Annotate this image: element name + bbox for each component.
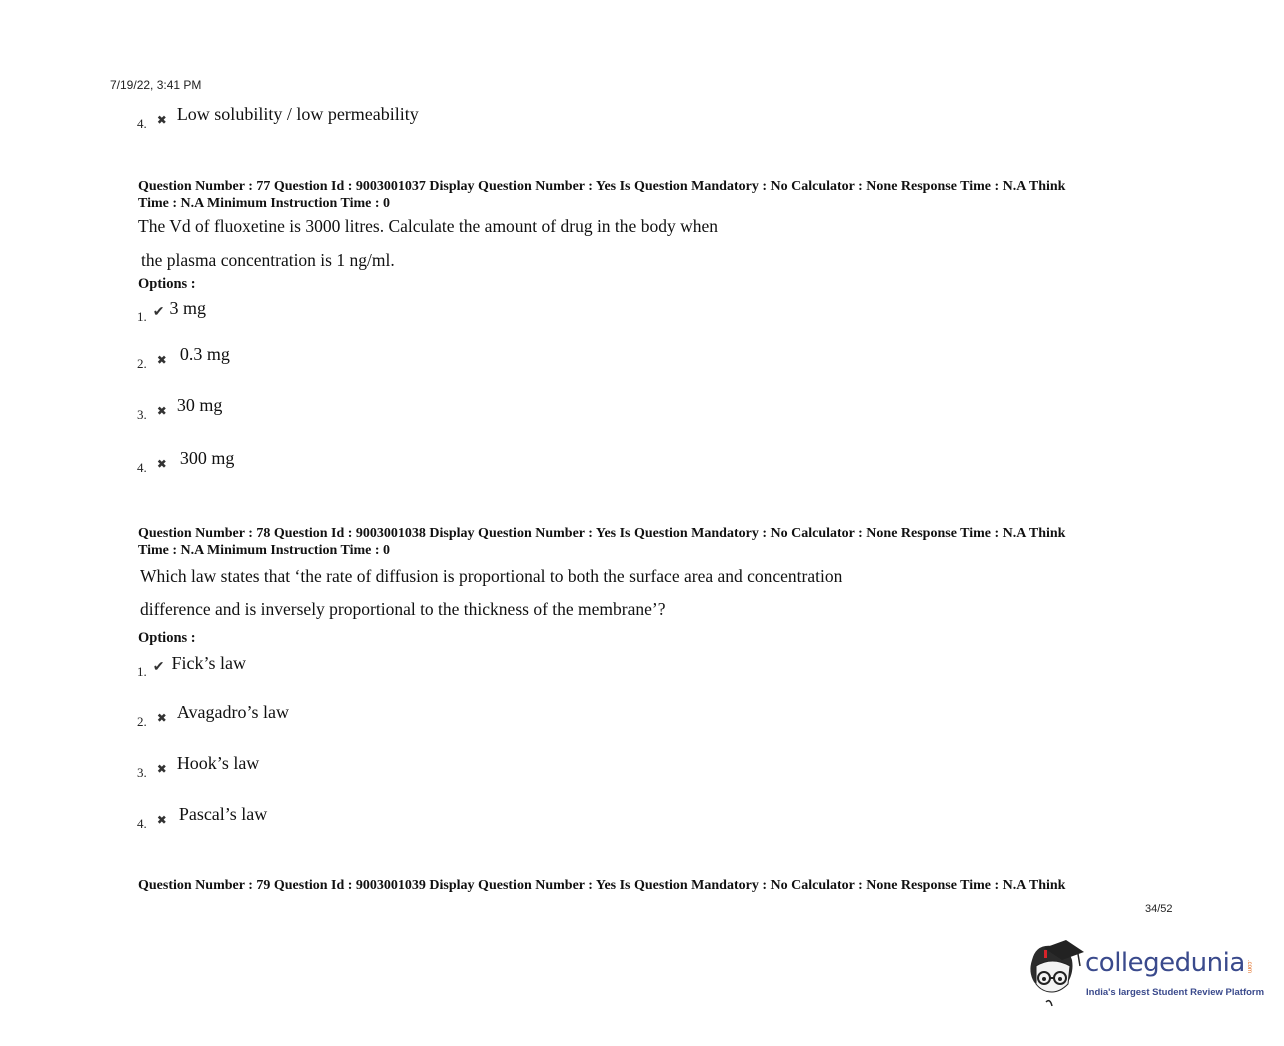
option-number: 1. bbox=[137, 309, 147, 324]
option-row bbox=[137, 395, 223, 422]
wrong-icon: ✖ bbox=[156, 113, 167, 127]
wrong-icon: ✖ bbox=[156, 404, 167, 418]
question-meta-line2: Time : N.A Minimum Instruction Time : 0 bbox=[138, 196, 391, 211]
wrong-icon: ✖ bbox=[156, 813, 167, 827]
logo-brand-text: collegedunia bbox=[1085, 948, 1245, 978]
option-text: 0.3 mg bbox=[179, 344, 230, 364]
option-text: 3 mg bbox=[169, 298, 206, 318]
check-icon: ✔ bbox=[152, 305, 165, 320]
print-timestamp: 7/19/22, 3:41 PM bbox=[110, 78, 202, 92]
options-label: Options : bbox=[138, 276, 196, 292]
option-number: 2. bbox=[137, 714, 147, 729]
question-meta-line1: Question Number : 77 Question Id : 9003001037 Display Question Number : Yes Is Question Mandatory : No Calculator : None Response Time : N.A Think bbox=[138, 179, 1066, 194]
question-text-line1: Which law states that ‘the rate of diffusion is proportional to both the surface area and concentration bbox=[140, 566, 843, 586]
wrong-icon: ✖ bbox=[156, 353, 167, 367]
option-row bbox=[137, 804, 268, 831]
question-meta-line1: Question Number : 78 Question Id : 9003001038 Display Question Number : Yes Is Question Mandatory : No Calculator : None Response Time : N.A Think bbox=[138, 526, 1066, 541]
option-text: Fick’s law bbox=[171, 653, 246, 673]
mascot-icon bbox=[1022, 938, 1084, 1008]
question-text-line1: The Vd of fluoxetine is 3000 litres. Calculate the amount of drug in the body when bbox=[138, 216, 718, 236]
option-row bbox=[137, 104, 419, 131]
question-text-line2: difference and is inversely proportional to the thickness of the membrane’? bbox=[140, 599, 666, 619]
page-number: 34/52 bbox=[1145, 903, 1173, 915]
option-row bbox=[137, 298, 206, 324]
question-meta-line2: Time : N.A Minimum Instruction Time : 0 bbox=[138, 543, 391, 558]
option-text: Pascal’s law bbox=[178, 804, 268, 824]
option-number: 4. bbox=[137, 460, 147, 475]
check-icon: ✔ bbox=[152, 660, 165, 675]
option-row bbox=[137, 448, 235, 475]
option-text: 30 mg bbox=[176, 395, 223, 415]
wrong-icon: ✖ bbox=[156, 457, 167, 471]
option-number: 3. bbox=[137, 765, 147, 780]
option-number: 2. bbox=[137, 356, 147, 371]
option-text: Low solubility / low permeability bbox=[176, 104, 419, 124]
option-number: 4. bbox=[137, 116, 147, 131]
wrong-icon: ✖ bbox=[156, 711, 167, 725]
option-text: 300 mg bbox=[179, 448, 235, 468]
option-number: 3. bbox=[137, 407, 147, 422]
wrong-icon: ✖ bbox=[156, 762, 167, 776]
option-number: 4. bbox=[137, 816, 147, 831]
question-meta-line1: Question Number : 79 Question Id : 9003001039 Display Question Number : Yes Is Question Mandatory : No Calculator : None Response Time : N.A Think bbox=[138, 878, 1066, 893]
option-number: 1. bbox=[137, 664, 147, 679]
option-row bbox=[137, 344, 230, 371]
option-row bbox=[137, 702, 289, 729]
option-row bbox=[137, 753, 260, 780]
collegedunia-logo bbox=[1022, 938, 1265, 1008]
option-text: Hook’s law bbox=[176, 753, 260, 773]
option-text: Avagadro’s law bbox=[176, 702, 289, 722]
option-row bbox=[137, 653, 246, 679]
logo-domain-text: .com bbox=[1246, 960, 1252, 974]
logo-tagline: India's largest Student Review Platform bbox=[1086, 987, 1265, 998]
question-text-line2: the plasma concentration is 1 ng/ml. bbox=[141, 250, 395, 270]
options-label: Options : bbox=[138, 630, 196, 646]
